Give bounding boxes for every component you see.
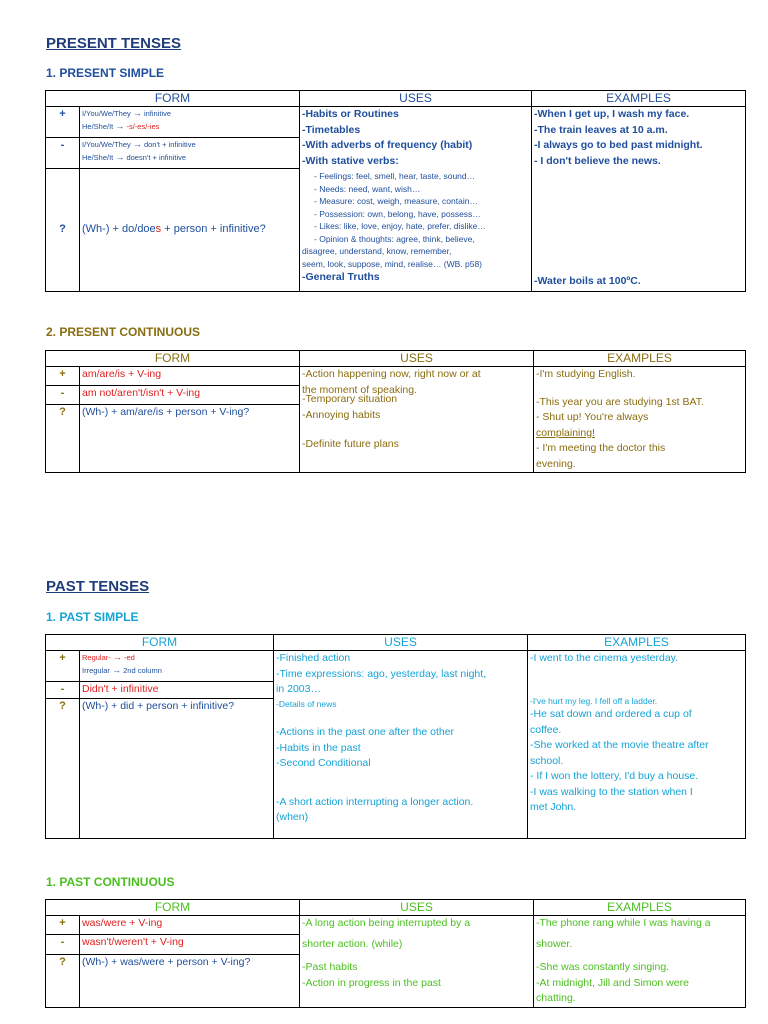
form-header: FORM <box>46 91 300 107</box>
present-continuous-table <box>45 350 746 473</box>
present-simple-examples: -When I get up, I wash my face. -The train leaves at 10 a.m. -I always go to bed past midnight. - I don't believe the news. -Water boils at 100ºC. <box>532 107 746 292</box>
examples-header: EXAMPLES <box>534 351 746 367</box>
question-sign: ? <box>46 699 80 839</box>
negative-sign: - <box>46 138 80 169</box>
past-continuous-table <box>45 899 746 1008</box>
form-negative: Didn't + infinitive <box>80 682 274 699</box>
question-sign: ? <box>46 404 80 472</box>
arrow-icon: → <box>112 652 122 662</box>
form-question: (Wh-) + am/are/is + person + V-ing? <box>80 404 300 472</box>
past-continuous-examples: -The phone rang while I was having a shower. -She was constantly singing. -At midnight, Jill and Simon were chatting. <box>534 916 746 1008</box>
arrow-icon: → <box>115 152 125 162</box>
negative-sign: - <box>46 385 80 404</box>
form-question: (Wh-) + do/does + person + infinitive? <box>80 169 300 292</box>
form-positive: I/You/We/They → infinitive He/She/It → -s/-es/-ies <box>80 107 300 138</box>
form-question: (Wh-) + was/were + person + V-ing? <box>80 954 300 1007</box>
form-negative: I/You/We/They → don't + infinitive He/She/It → doesn't + infinitive <box>80 138 300 169</box>
form-negative: wasn't/weren't + V-ing <box>80 935 300 954</box>
past-tenses-heading: PAST TENSES <box>46 578 150 595</box>
examples-header: EXAMPLES <box>532 91 746 107</box>
present-continuous-uses: -Action happening now, right now or at the moment of speaking. -Temporary situation -Annoying habits -Definite future plans <box>300 367 534 473</box>
uses-header: USES <box>274 635 528 651</box>
form-negative: am not/aren't/isn't + V-ing <box>80 385 300 404</box>
positive-sign: + <box>46 107 80 138</box>
present-continuous-title: 2. PRESENT CONTINUOUS <box>46 325 201 339</box>
arrow-icon: → <box>112 665 122 675</box>
present-simple-table <box>45 90 746 292</box>
examples-header: EXAMPLES <box>534 900 746 916</box>
negative-sign: - <box>46 935 80 954</box>
uses-header: USES <box>300 91 532 107</box>
examples-header: EXAMPLES <box>528 635 746 651</box>
past-simple-examples: -I went to the cinema yesterday. -I've hurt my leg. I fell off a ladder. -He sat down and ordered a cup of coffee. -She worked at the movie theatre after school. - If I won the lottery, I'd buy a house. -I was walking to the station when I met John. <box>528 651 746 839</box>
negative-sign: - <box>46 682 80 699</box>
form-header: FORM <box>46 351 300 367</box>
past-continuous-uses: -A long action being interrupted by a shorter action. (while) -Past habits -Action in progress in the past <box>300 916 534 1008</box>
uses-header: USES <box>300 351 534 367</box>
past-simple-title: 1. PAST SIMPLE <box>46 610 139 624</box>
arrow-icon: → <box>132 139 142 149</box>
question-sign: ? <box>46 954 80 1007</box>
positive-sign: + <box>46 916 80 935</box>
present-simple-title: 1. PRESENT SIMPLE <box>46 66 165 80</box>
arrow-icon: → <box>132 108 142 118</box>
past-simple-uses: -Finished action -Time expressions: ago, yesterday, last night, in 2003… -Details of news -Actions in the past one after the other -Habits in the past -Second Conditional -A short action interrupting a longer action. (when) <box>274 651 528 839</box>
form-positive: Regular- → -ed Irregular → 2nd column <box>80 651 274 682</box>
positive-sign: + <box>46 367 80 386</box>
question-sign: ? <box>46 169 80 292</box>
form-positive: was/were + V-ing <box>80 916 300 935</box>
positive-sign: + <box>46 651 80 682</box>
past-simple-table <box>45 634 746 839</box>
form-positive: am/are/is + V-ing <box>80 367 300 386</box>
form-header: FORM <box>46 635 274 651</box>
form-header: FORM <box>46 900 300 916</box>
uses-header: USES <box>300 900 534 916</box>
arrow-icon: → <box>115 121 125 131</box>
present-simple-uses: -Habits or Routines -Timetables -With adverbs of frequency (habit) -With stative verbs: - Feelings: feel, smell, hear, taste, sound… - Needs: need, want, wish… - Measure: cost, weigh, measure, contain… - Possession: own, belong, have, possess… - Likes: like, love, enjoy, hate, prefer, dislike… - Opinion & thoughts: agree, think, believe, disagree, understand, know, remember, seem, look, suppose, mind, realise… (WB. p58) -General Truths <box>300 107 532 292</box>
form-question: (Wh-) + did + person + infinitive? <box>80 699 274 839</box>
past-continuous-title: 1. PAST CONTINUOUS <box>46 875 175 889</box>
present-continuous-examples: -I'm studying English. -This year you are studying 1st BAT. - Shut up! You're always complaining! - I'm meeting the doctor this evening. <box>534 367 746 473</box>
present-tenses-heading: PRESENT TENSES <box>46 35 182 52</box>
